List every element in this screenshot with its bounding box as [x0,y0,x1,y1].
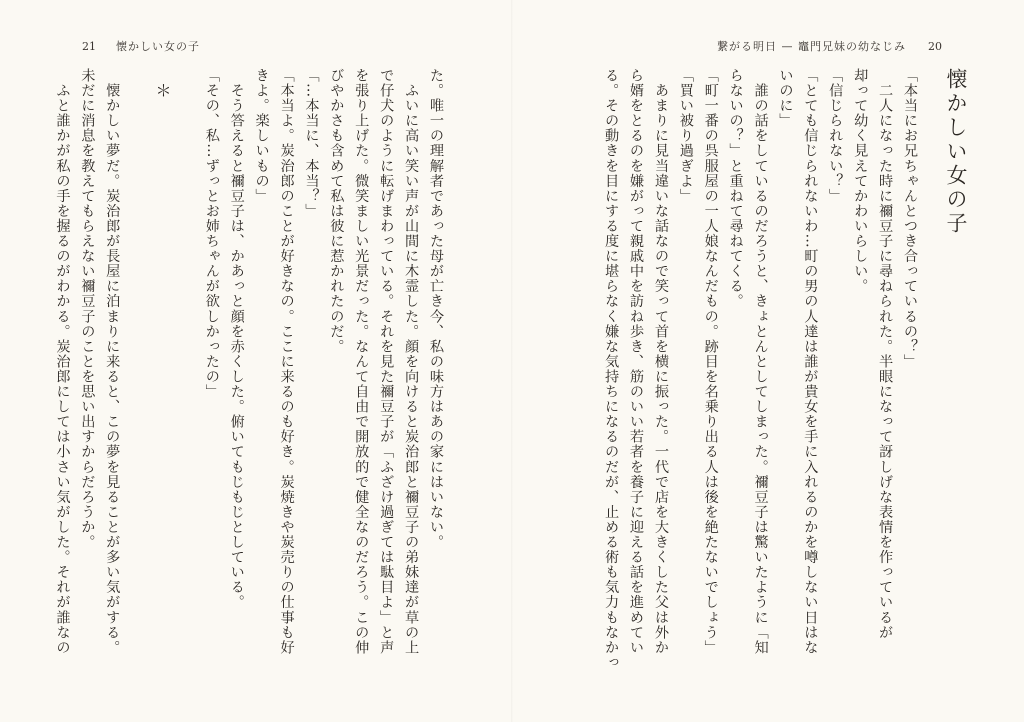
right-page-number: 20 [928,40,942,53]
text-line: 「町一番の呉服屋の一人娘なんだもの。跡目を名乗り出る人は後を絶たないでしょう」 [702,68,719,655]
text-line: 「信じられない？」 [827,68,844,204]
text-line: で仔犬のように転げまわっている。それを見た禰豆子が「ふざけ過ぎては駄目よ」と声 [378,68,395,655]
left-page-body [38,68,448,668]
right-running-title: 繋がる明日 — 竈門兄妹の幼なじみ [717,40,906,53]
blank-line [124,68,149,668]
text-line: を張り上げた。微笑ましい光景だった。なんて自由で開放的で健全なのだろう。この伸 [353,68,370,655]
text-line: 「とても信じられないわ…町の男の人達は誰が貴女を手に入れるのかを噂しない日はな [802,68,819,655]
scene-break-asterisk: ＊ [153,82,173,99]
right-page-body [560,68,970,668]
text-line: きよ。楽しいもの」 [253,68,270,204]
left-running-title: 懐かしい女の子 [116,40,200,53]
text-line: 「本当にお兄ちゃんとつき合っているの？」 [902,68,918,369]
book-gutter [511,0,513,722]
text-line: 「買い被り過ぎよ」 [677,68,694,204]
text-line: 「本当よ。炭治郎のことが好きなの。ここに来るのも好き。炭焼きや炭売りの仕事も好 [278,68,295,655]
text-line: びやかさも含めて私は彼に惹かれたのだ。 [328,68,345,354]
text-line: そう答えると禰豆子は、かあっと顔を赤くした。俯いてもじもじとしている。 [228,68,245,610]
left-page-number: 21 [82,40,96,53]
chapter-title: 懐かしい女の子 [944,68,968,236]
text-line: る。その動きを目にする度に堪らなく嫌な気持ちになるのだが、止める術も気力もなかっ [603,68,620,670]
text-line: た。唯一の理解者であった母が亡き今、私の味方はあの家にはいない。 [428,68,444,550]
text-line: 「その、私…ずっとお姉ちゃんが欲しかったの」 [203,68,220,400]
text-line: 未だに消息を教えてもらえない禰豆子のことを思い出すからだろうか。 [79,68,96,550]
text-line: ら婿をとるのを嫌がって親戚中を訪ね歩き、筋のいい若者を養子に迎える話を進めてい [628,68,645,655]
text-line: ふいに高い笑い声が山間に木霊した。顔を向けると炭治郎と禰豆子の弟妹達が草の上 [403,68,420,655]
text-line: 二人になった時に禰豆子に尋ねられた。半眼になって訝しげな表情を作っているが [877,68,894,640]
text-line: ふと誰かが私の手を握るのがわかる。炭治郎にしては小さい気がした。それが誰なの [54,68,71,655]
text-line: いのに」 [777,68,794,129]
text-line: 誰の話をしているのだろうと、きょとんとしてしまった。禰豆子は驚いたように「知 [752,68,769,655]
blank-line [174,68,199,668]
text-line: 「…本当に、本当？」 [303,68,320,219]
text-line: らないの？」と重ねて尋ねてくる。 [727,68,744,309]
text-line: 懐かしい夢だ。炭治郎が長屋に泊まりに来ると、この夢を見ることが多い気がする。 [104,68,121,655]
text-line: あまりに見当違いな話なので笑って首を横に振った。一代で店を大きくした父は外か [652,68,669,655]
text-line: 却って幼く見えてかわいらしい。 [852,68,869,294]
